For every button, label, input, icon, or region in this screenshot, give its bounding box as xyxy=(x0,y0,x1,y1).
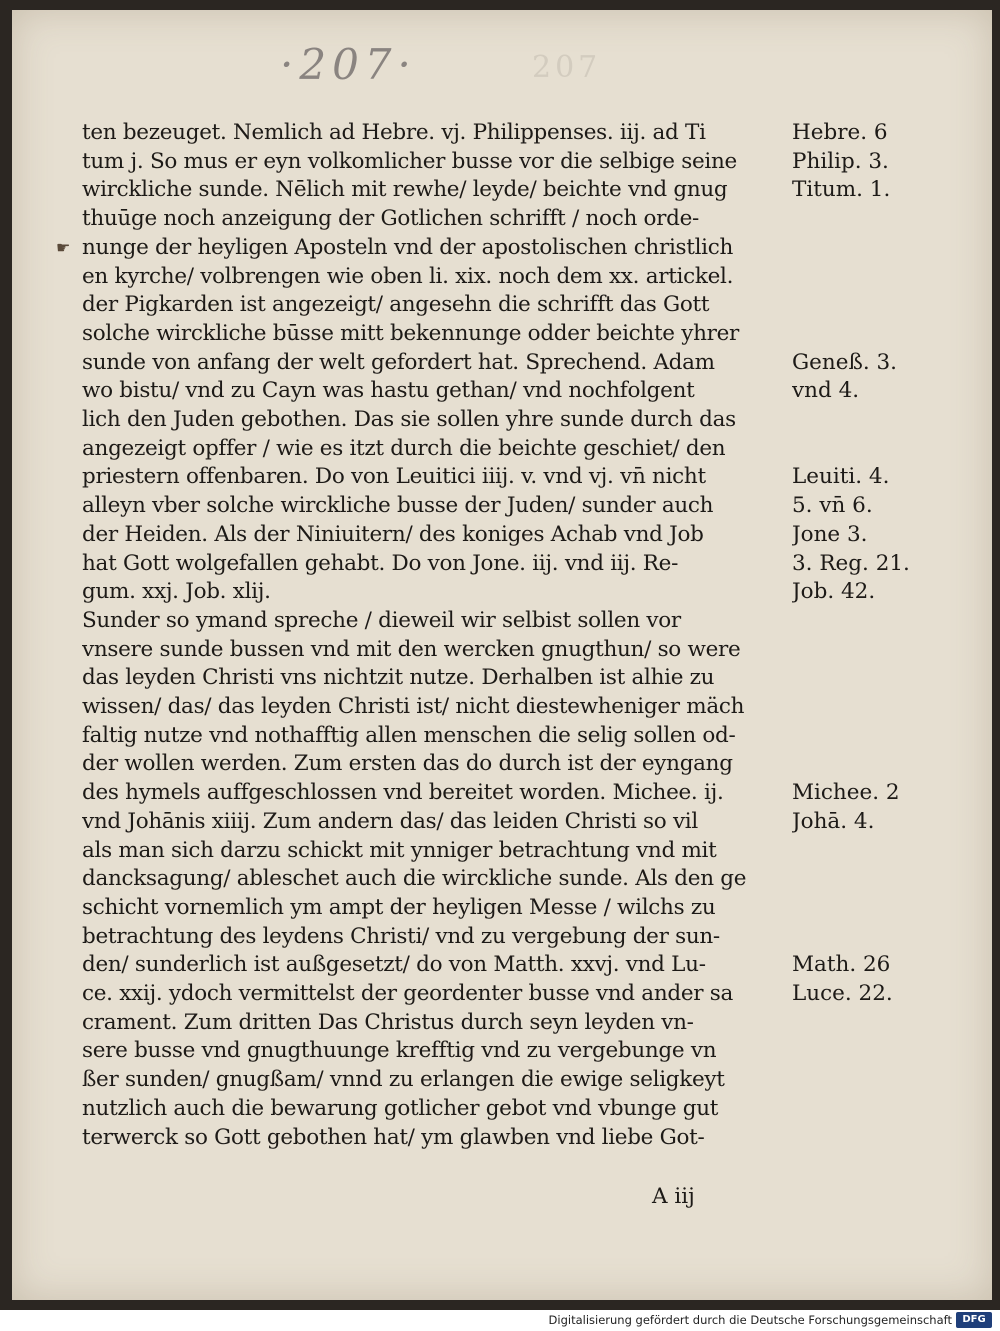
text-line: thuūge noch anzeigung der Gotlichen schrifft / noch orde- xyxy=(82,206,699,232)
text-line: als man sich darzu schickt mit ynniger betrachtung vnd mit xyxy=(82,837,717,863)
text-line: angezeigt opffer / wie es itzt durch die beichte geschiet/ den xyxy=(82,435,726,461)
margin-note: Johā. 4. xyxy=(792,808,875,834)
text-line: en kyrche/ volbrengen wie oben li. xix. noch dem xx. artickel. xyxy=(82,263,734,289)
margin-note: Philip. 3. xyxy=(792,148,889,174)
text-line: das leyden Christi vns nichtzit nutze. Derhalben ist alhie zu xyxy=(82,665,715,691)
text-line: lich den Juden gebothen. Das sie sollen yhre sunde durch das xyxy=(82,407,736,432)
text-line: solche wirckliche būsse mitt bekennunge odder beichte yhrer xyxy=(82,320,740,346)
dfg-logo: DFG xyxy=(956,1312,992,1328)
margin-note: Hebre. 6 xyxy=(792,120,888,145)
text-line: faltig nutze vnd nothafftig allen menschen die selig sollen od- xyxy=(82,722,736,748)
text-line: terwerck so Gott gebothen hat/ ym glawben vnd liebe Got- xyxy=(82,1124,705,1150)
text-line: tum j. So mus er eyn volkomlicher busse vor die selbige seine xyxy=(82,148,737,174)
footer-bar xyxy=(0,1310,1000,1331)
folio-number: ·207· xyxy=(280,40,417,89)
text-line: crament. Zum dritten Das Christus durch seyn leyden vn- xyxy=(82,1009,694,1035)
text-line: Sunder so ymand spreche / dieweil wir selbist sollen vor xyxy=(82,607,681,633)
margin-note: Luce. 22. xyxy=(792,981,893,1006)
text-line: ten bezeuget. Nemlich ad Hebre. vj. Philippenses. iij. ad Ti xyxy=(82,120,706,145)
text-line: dancksagung/ ableschet auch die wirckliche sunde. Als den ge xyxy=(82,866,747,892)
funding-notice: Digitalisierung gefördert durch die Deutsche Forschungsgemeinschaft xyxy=(548,1313,952,1327)
text-line: der Heiden. Als der Niniuitern/ des koniges Achab vnd Job xyxy=(82,521,704,547)
margin-note: Michee. 2 xyxy=(792,780,900,806)
margin-pointer-mark: ☛ xyxy=(56,238,71,257)
text-line: hat Gott wolgefallen gehabt. Do von Jone. iij. vnd iij. Re- xyxy=(82,550,679,576)
show-through-folio: 207 xyxy=(532,50,602,85)
text-line: nutzlich auch die bewarung gotlicher gebot vnd vbunge gut xyxy=(82,1095,719,1121)
text-line: priestern offenbaren. Do von Leuitici iiij. v. vnd vj. vn̄ nicht xyxy=(82,464,706,490)
margin-note: Leuiti. 4. xyxy=(792,464,890,490)
book-page xyxy=(12,10,992,1300)
text-line: des hymels auffgeschlossen vnd bereitet worden. Michee. ij. xyxy=(82,780,724,806)
text-line: sunde von anfang der welt gefordert hat. Sprechend. Adam xyxy=(82,349,715,375)
margin-note: Math. 26 xyxy=(792,952,891,978)
text-line: vnd Johānis xiiij. Zum andern das/ das leiden Christi so vil xyxy=(82,808,698,834)
margin-note: Job. 42. xyxy=(792,579,876,605)
margin-note: vnd 4. xyxy=(792,378,860,404)
margin-note: Geneß. 3. xyxy=(792,349,898,375)
text-line: der Pigkarden ist angezeigt/ angesehn die schrifft das Gott xyxy=(82,292,710,318)
text-line: wissen/ das/ das leyden Christi ist/ nicht diestewheniger mäch xyxy=(82,694,745,719)
margin-note: Titum. 1. xyxy=(792,177,891,203)
signature-mark: A iij xyxy=(652,1184,695,1209)
text-line: wirckliche sunde. Nēlich mit rewhe/ leyde/ beichte vnd gnug xyxy=(82,177,728,203)
text-line: alleyn vber solche wirckliche busse der Juden/ sunder auch xyxy=(82,493,714,519)
margin-note: 3. Reg. 21. xyxy=(792,550,910,576)
text-line: schicht vornemlich ym ampt der heyligen Messe / wilchs zu xyxy=(82,894,716,920)
margin-note: Jone 3. xyxy=(792,521,868,547)
margin-note: 5. vn̄ 6. xyxy=(792,493,873,519)
text-line: betrachtung des leydens Christi/ vnd zu vergebung der sun- xyxy=(82,923,720,949)
text-line: ßer sunden/ gnugßam/ vnnd zu erlangen die ewige seligkeyt xyxy=(82,1067,725,1093)
text-line: vnsere sunde bussen vnd mit den wercken gnugthun/ so were xyxy=(82,636,741,662)
text-line: ce. xxij. ydoch vermittelst der geordenter busse vnd ander sa xyxy=(82,981,734,1006)
text-line: der wollen werden. Zum ersten das do durch ist der eyngang xyxy=(82,751,733,777)
text-line: nunge der heyligen Aposteln vnd der apostolischen christlich xyxy=(82,234,734,260)
text-line: sere busse vnd gnugthuunge krefftig vnd zu vergebunge vn xyxy=(82,1038,717,1064)
text-line: den/ sunderlich ist außgesetzt/ do von Matth. xxvj. vnd Lu- xyxy=(82,952,706,978)
text-line: wo bistu/ vnd zu Cayn was hastu gethan/ vnd nochfolgent xyxy=(82,378,695,404)
text-line: gum. xxj. Job. xlij. xyxy=(82,579,271,605)
